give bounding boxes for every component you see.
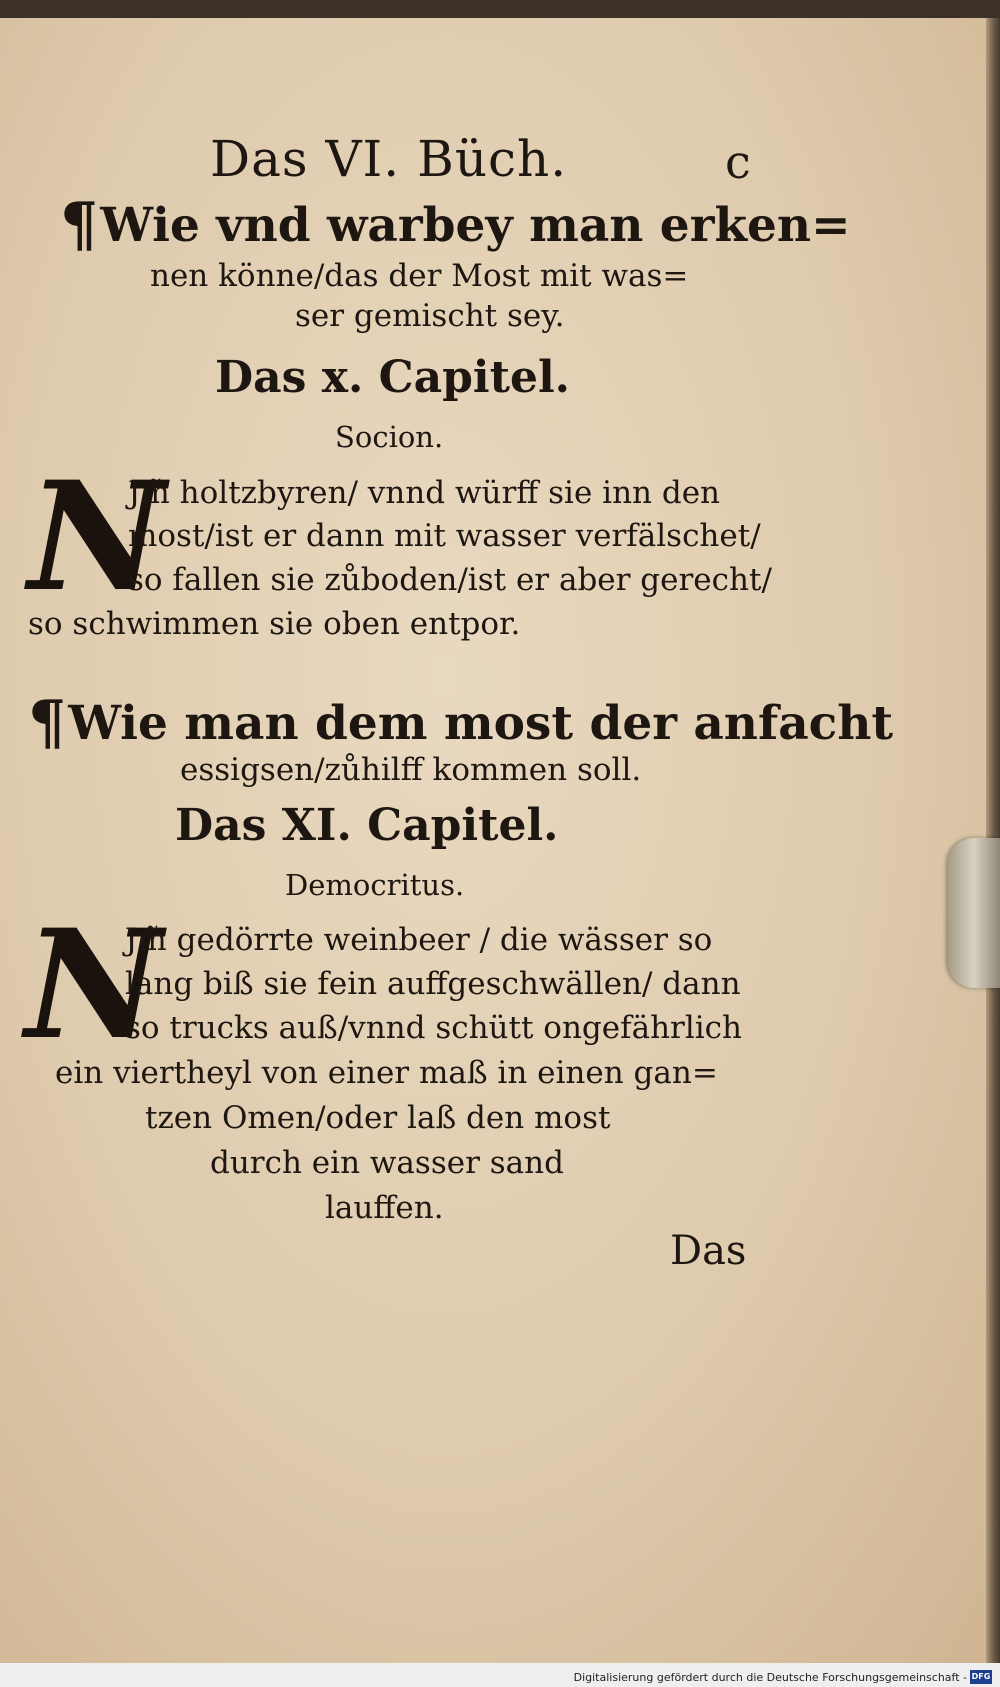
chapter-xi-title-line1: ¶Wie man dem most der anfacht xyxy=(28,688,894,758)
chapter-x-body-line1: Jm̃ holtzbyren/ vnnd würff sie inn den xyxy=(128,475,721,511)
pilcrow-icon: ¶ xyxy=(60,190,99,260)
metal-clasp xyxy=(948,838,1000,988)
chapter-x-body-line3: so fallen sie zůboden/ist er aber gerecht/ xyxy=(128,562,772,598)
chapter-xi-body-line3: so trucks auß/vnnd schütt ongefährlich xyxy=(125,1010,743,1046)
dfg-logo-icon[interactable]: DFG xyxy=(970,1670,992,1684)
folio-signature: c xyxy=(725,135,751,189)
chapter-x-title-line2: nen könne/das der Most mit was= xyxy=(150,258,689,294)
chapter-x-author: Socion. xyxy=(335,420,444,454)
credit-text: Digitalisierung gefördert durch die Deutsche Forschungsgemeinschaft - xyxy=(573,1670,967,1684)
chapter-xi-author: Democritus. xyxy=(285,868,465,902)
chapter-x-body-line4: so schwimmen sie oben entpor. xyxy=(28,606,521,642)
chapter-xi-body-line1: Jm̃ gedörrte weinbeer / die wässer so xyxy=(125,922,713,958)
pilcrow-icon: ¶ xyxy=(28,688,67,758)
catchword: Das xyxy=(670,1228,747,1274)
chapter-x-body-line2: most/ist er dann mit wasser verfälschet/ xyxy=(128,518,761,554)
chapter-x-title-line3: ser gemischt sey. xyxy=(295,298,565,334)
running-head: Das VI. Büch. xyxy=(210,130,568,188)
chapter-xi-drop-initial: N xyxy=(25,897,163,1073)
chapter-x-drop-initial: N xyxy=(28,449,166,625)
footer-bar xyxy=(0,1663,1000,1687)
chapter-xi-body-line6: durch ein wasser sand xyxy=(210,1145,564,1181)
chapter-xi-body-line2: lang biß sie fein auffgeschwällen/ dann xyxy=(125,966,741,1002)
chapter-xi-label: Das XI. Capitel. xyxy=(175,800,559,851)
digitization-credit xyxy=(574,1670,992,1684)
chapter-xi-title-line2: essigsen/zůhilff kommen soll. xyxy=(180,752,642,788)
chapter-xi-body-line7: lauffen. xyxy=(325,1190,444,1226)
chapter-x-label: Das x. Capitel. xyxy=(215,352,570,403)
chapter-x-title-line1: ¶Wie vnd warbey man erken= xyxy=(60,190,851,260)
chapter-xi-body-line4: ein viertheyl von einer maß in einen gan= xyxy=(55,1055,718,1091)
chapter-xi-body-line5: tzen Omen/oder laß den most xyxy=(145,1100,611,1136)
